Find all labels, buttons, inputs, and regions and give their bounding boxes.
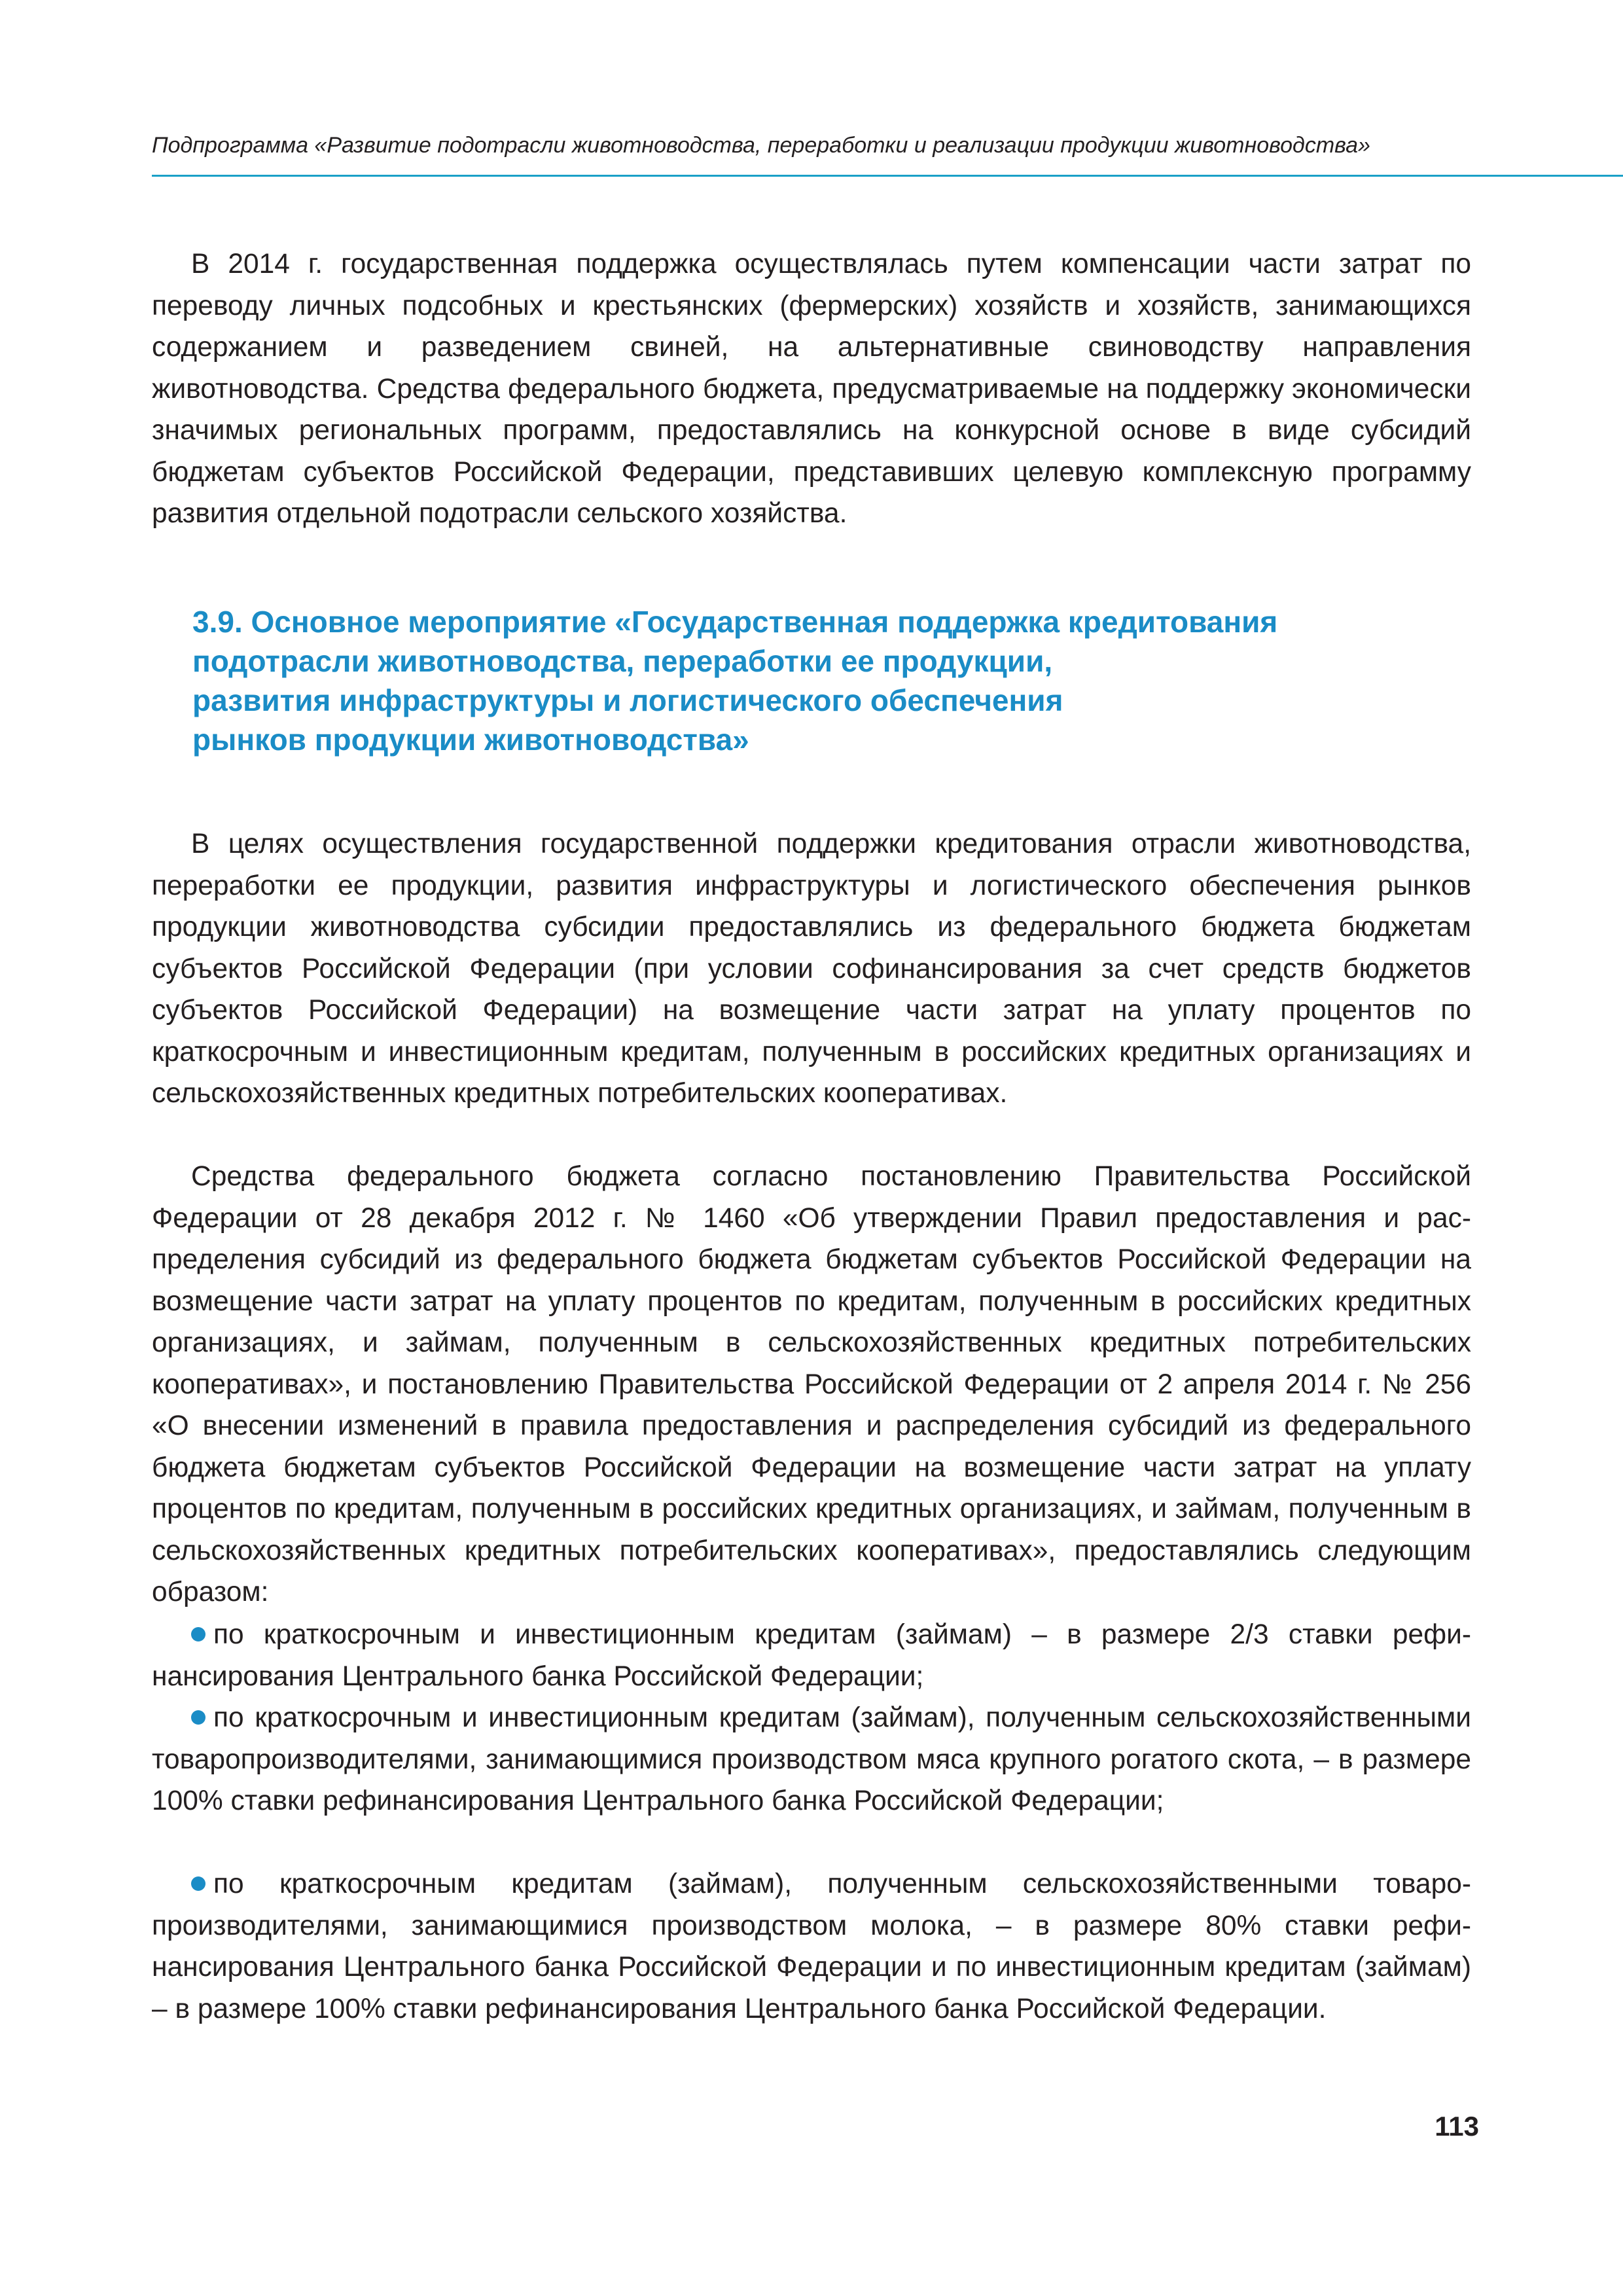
bullet-dot-icon [191, 1710, 205, 1725]
section-heading-line-3: развития инфраструктуры и логистического обеспечения [192, 683, 1063, 717]
bullet-text-1: по краткосрочным и инвестиционным кредитам (займам) – в размере 2/3 ставки рефинансирования Центрального банка Российской Федерации; [152, 1619, 1471, 1692]
page-number: 113 [1435, 2111, 1479, 2142]
running-header: Подпрограмма «Развитие подотрасли животноводства, переработки и реализации продукции животноводства» [152, 133, 1370, 158]
bullet-item-1 [152, 1614, 1471, 1697]
section-heading-line-2: подотрасли животноводства, переработки ее продукции, [192, 644, 1053, 678]
section-heading-line-1: 3.9. Основное мероприятие «Государственная поддержка кредитования [192, 605, 1278, 639]
body-paragraph-2: Средства федерального бюджета согласно постановлению Правительства Российской Федерации от 28 декабря 2012 г. № 1460 «Об утверждении Правил предоставления и распределения субсидий из федерального бюджета бюджетам субъектов Российской Федерации на возмещение части затрат на уплату процентов по кредитам, полученным в российских кредитных организациях, и займам, полученным в сельскохозяйственных кредитных потребительских кооперативах», и постановлению Правительства Российской Федерации от 2 апреля 2014 г. № 256 «О внесении изменений в правила предоставления и распределения субсидий из федерального бюджета бюджетам субъектов Российской Федерации на возмещение части затрат на уплату процентов по кредитам, полученным в российских кредитных организациях, и займам, полученным в сельскохозяйственных кредитных потребительских кооперативах», предоставлялись следующим образом: [152, 1161, 1471, 1607]
section-heading-line-4: рынков продукции животноводства» [192, 723, 749, 757]
intro-paragraph: В 2014 г. государственная поддержка осуществлялась путем компенсации части затрат по переводу личных подсобных и крестьянских (фермерских) хозяйств и хозяйств, занимающихся содержанием и разведением свиней, на альтернативные свиноводству направления животноводства. Средства федерального бюджета, предусматриваемые на поддержку экономически значимых региональных программ, предоставлялись на конкурсной основе в виде субсидий бюджетам субъектов Российской Федерации, представивших целевую комплексную программу развития отдельной подотрасли сельского хозяйства. [152, 249, 1471, 529]
body-paragraph-1: В целях осуществления государственной поддержки кредитования отрасли животноводства, переработки ее продукции, развития инфраструктуры и логистического обеспечения рынков продукции животноводства субсидии предоставлялись из федерального бюджета бюджетам субъектов Российской Федерации (при условии софинансирования за счет средств бюджетов субъектов Российской Федерации) на возмещение части затрат на уплату процентов по краткосрочным и инвестиционным кредитам, полученным в российских кредитных организациях и сельскохозяйственных кредитных потребительских кооперативах. [152, 829, 1471, 1109]
bullet-text-2: по краткосрочным и инвестиционным кредитам (займам), полученным сельскохозяйственными товаропроизводителями, занимающимися производством мяса крупного рогатого скота, – в размере 100% ставки рефинансирования Центрального банка Российской Федерации; [152, 1702, 1471, 1816]
bullet-dot-icon [191, 1876, 205, 1891]
bullet-text-3: по краткосрочным кредитам (займам), полученным сельскохозяйственными товаропроизводителями, занимающимися производством молока, – в размере 80% ставки рефинансирования Центрального банка Российской Федерации и по инвестиционным кредитам (займам) – в размере 100% ставки рефинансирования Центрального банка Российской Федерации. [152, 1869, 1471, 2024]
header-divider [152, 175, 1623, 177]
bullet-dot-icon [191, 1627, 205, 1641]
bullet-item-2 [152, 1697, 1471, 1822]
bullet-item-3 [152, 1863, 1471, 2030]
section-heading [192, 602, 1469, 759]
